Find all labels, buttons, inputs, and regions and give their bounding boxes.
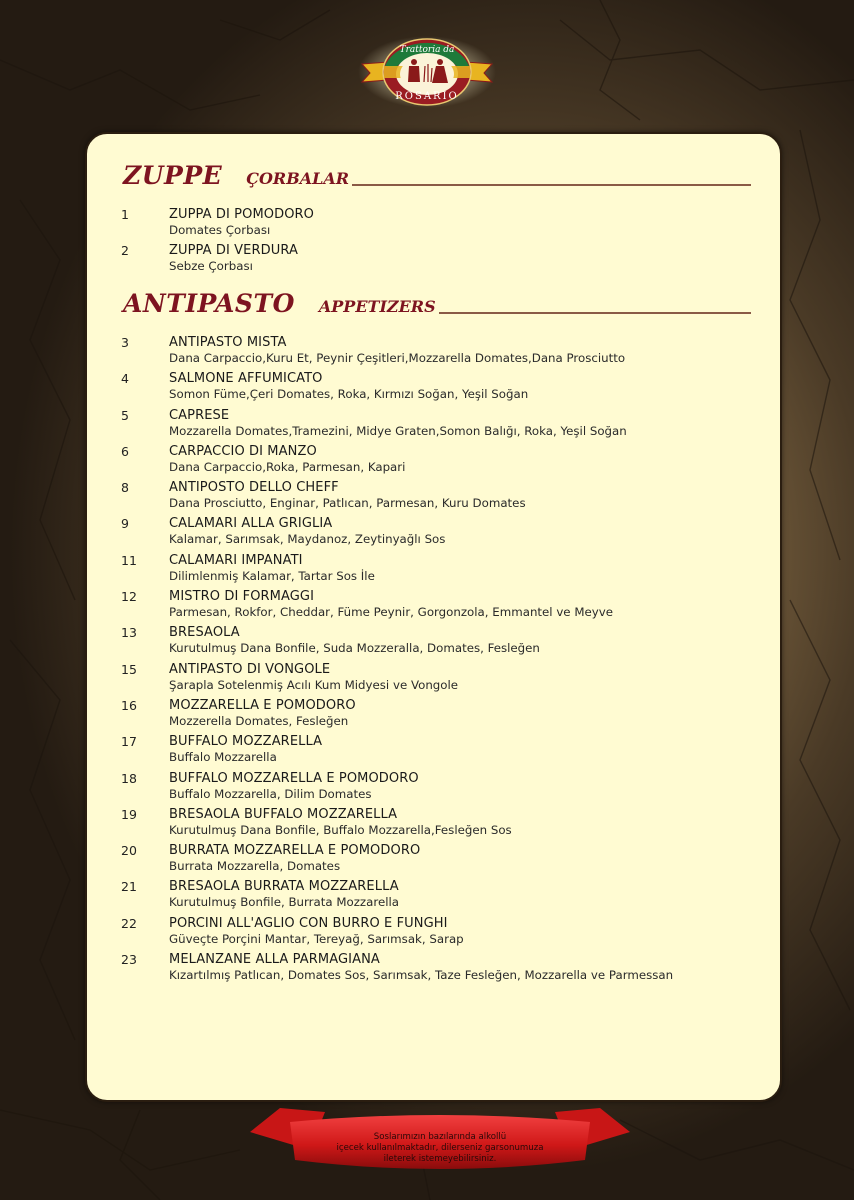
item-name: MELANZANE ALLA PARMAGIANA	[169, 952, 380, 968]
menu-item	[121, 480, 761, 516]
logo-top-text: Trattoria da	[399, 45, 455, 55]
item-number: 12	[121, 589, 137, 605]
item-number: 8	[121, 480, 129, 496]
item-description: Kızartılmış Patlıcan, Domates Sos, Sarımsak, Taze Fesleğen, Mozzarella ve Parmessan	[169, 968, 674, 983]
section-title: ZUPPE	[123, 161, 223, 190]
item-description: Kurutulmuş Bonfile, Burrata Mozzarella	[169, 895, 399, 910]
item-number: 6	[121, 443, 129, 459]
item-number: 20	[121, 843, 137, 859]
menu-item	[121, 771, 761, 807]
menu-item	[121, 625, 761, 661]
item-description: Dana Carpaccio,Kuru Et, Peynir Çeşitleri,Mozzarella Domates,Dana Prosciutto	[169, 351, 626, 365]
section-rule	[352, 184, 751, 186]
item-number: 15	[121, 661, 137, 677]
item-name: ANTIPASTO DI VONGOLE	[169, 661, 331, 677]
item-name: CALAMARI ALLA GRIGLIA	[169, 516, 333, 532]
ribbon-line: Soslarımızın bazılarında alkollü	[373, 1132, 507, 1142]
item-number: 2	[121, 243, 129, 259]
menu-item	[121, 516, 761, 552]
item-name: BUFFALO MOZZARELLA	[169, 734, 323, 750]
item-name: SALMONE AFFUMICATO	[169, 371, 323, 387]
ribbon-line: içecek kullanılmaktadır, dilerseniz garsonumuza	[336, 1143, 544, 1153]
item-number: 1	[121, 207, 129, 222]
item-description: Mozzarella Domates,Tramezini, Midye Graten,Somon Balığı, Roka, Yeşil Soğan	[169, 423, 627, 438]
menu-item	[121, 916, 761, 952]
item-description: Kalamar, Sarımsak, Maydanoz, Zeytinyağlı Sos	[169, 532, 446, 547]
item-name: PORCINI ALL'AGLIO CON BURRO E FUNGHI	[169, 915, 448, 931]
item-description: Dana Carpaccio,Roka, Parmesan, Kapari	[169, 459, 406, 474]
item-description: Güveçte Porçini Mantar, Tereyağ, Sarımsak, Sarap	[169, 931, 464, 946]
item-number: 11	[121, 552, 137, 568]
menu-item	[121, 335, 761, 371]
item-name: BRESAOLA BURRATA MOZZARELLA	[169, 879, 399, 895]
zuppe-list	[121, 207, 761, 280]
menu-item	[121, 589, 761, 625]
menu-item	[121, 207, 761, 243]
item-description: Kurutulmuş Dana Bonfile, Buffalo Mozzarella,Fesleğen Sos	[169, 822, 512, 837]
section-header-antipasto	[123, 284, 751, 318]
alcohol-notice-ribbon	[250, 1098, 630, 1178]
item-number: 19	[121, 806, 137, 822]
menu-item	[121, 843, 761, 879]
ribbon-text	[290, 1132, 590, 1165]
item-name: ANTIPASTO MISTA	[169, 335, 287, 350]
menu-item	[121, 879, 761, 915]
item-name: BUFFALO MOZZARELLA E POMODORO	[169, 770, 419, 786]
item-number: 22	[121, 915, 137, 931]
item-description: Parmesan, Rokfor, Cheddar, Füme Peynir, Gorgonzola, Emmantel ve Meyve	[169, 605, 613, 620]
menu-item	[121, 408, 761, 444]
item-description: Şarapla Sotelenmiş Acılı Kum Midyesi ve Vongole	[169, 677, 459, 692]
item-description: Somon Füme,Çeri Domates, Roka, Kırmızı Soğan, Yeşil Soğan	[169, 387, 529, 402]
item-name: MISTRO DI FORMAGGI	[169, 589, 315, 605]
menu-card	[85, 132, 782, 1102]
item-number: 5	[121, 407, 129, 423]
section-subtitle: APPETIZERS	[318, 297, 436, 316]
menu-item	[121, 553, 761, 589]
item-number: 9	[121, 516, 129, 532]
logo-bottom-text: ROSARIO	[395, 91, 459, 102]
item-description: Sebze Çorbası	[169, 259, 253, 274]
item-name: ANTIPOSTO DELLO CHEFF	[169, 480, 339, 496]
item-name: BURRATA MOZZARELLA E POMODORO	[169, 843, 421, 859]
section-rule	[439, 312, 751, 314]
item-description: Dana Prosciutto, Enginar, Patlıcan, Parmesan, Kuru Domates	[169, 496, 526, 511]
section-title: ANTIPASTO	[123, 289, 295, 318]
item-number: 18	[121, 770, 137, 786]
section-header-zuppe	[123, 156, 751, 190]
menu-item	[121, 444, 761, 480]
menu-item	[121, 662, 761, 698]
item-number: 17	[121, 734, 137, 750]
item-description: Mozzerella Domates, Fesleğen	[169, 713, 349, 728]
item-number: 21	[121, 879, 137, 895]
item-description: Buffalo Mozzarella, Dilim Domates	[169, 786, 372, 801]
item-number: 23	[121, 952, 137, 968]
item-description: Domates Çorbası	[169, 223, 271, 237]
item-name: BRESAOLA BUFFALO MOZZARELLA	[169, 806, 398, 822]
menu-item	[121, 952, 761, 988]
item-description: Dilimlenmiş Kalamar, Tartar Sos İle	[169, 568, 375, 583]
item-number: 3	[121, 335, 129, 350]
restaurant-logo	[358, 36, 496, 108]
item-name: BRESAOLA	[169, 625, 240, 641]
item-number: 16	[121, 697, 137, 713]
item-number: 4	[121, 371, 129, 387]
menu-item	[121, 807, 761, 843]
menu-item	[121, 243, 761, 279]
menu-item	[121, 734, 761, 770]
item-number: 13	[121, 625, 137, 641]
section-subtitle: ÇORBALAR	[246, 169, 350, 188]
ribbon-line: ileterek istemeyebilirsiniz.	[383, 1154, 497, 1164]
item-name: MOZZARELLA E POMODORO	[169, 697, 356, 713]
antipasto-list	[121, 335, 761, 988]
item-description: Kurutulmuş Dana Bonfile, Suda Mozzeralla, Domates, Fesleğen	[169, 641, 540, 656]
item-description: Burrata Mozzarella, Domates	[169, 859, 341, 874]
item-name: ZUPPA DI VERDURA	[169, 243, 298, 259]
item-name: CALAMARI IMPANATI	[169, 552, 303, 568]
item-name: CAPRESE	[169, 407, 230, 423]
menu-item	[121, 371, 761, 407]
item-name: ZUPPA DI POMODORO	[169, 207, 314, 222]
item-description: Buffalo Mozzarella	[169, 750, 277, 765]
menu-item	[121, 698, 761, 734]
item-name: CARPACCIO DI MANZO	[169, 443, 317, 459]
